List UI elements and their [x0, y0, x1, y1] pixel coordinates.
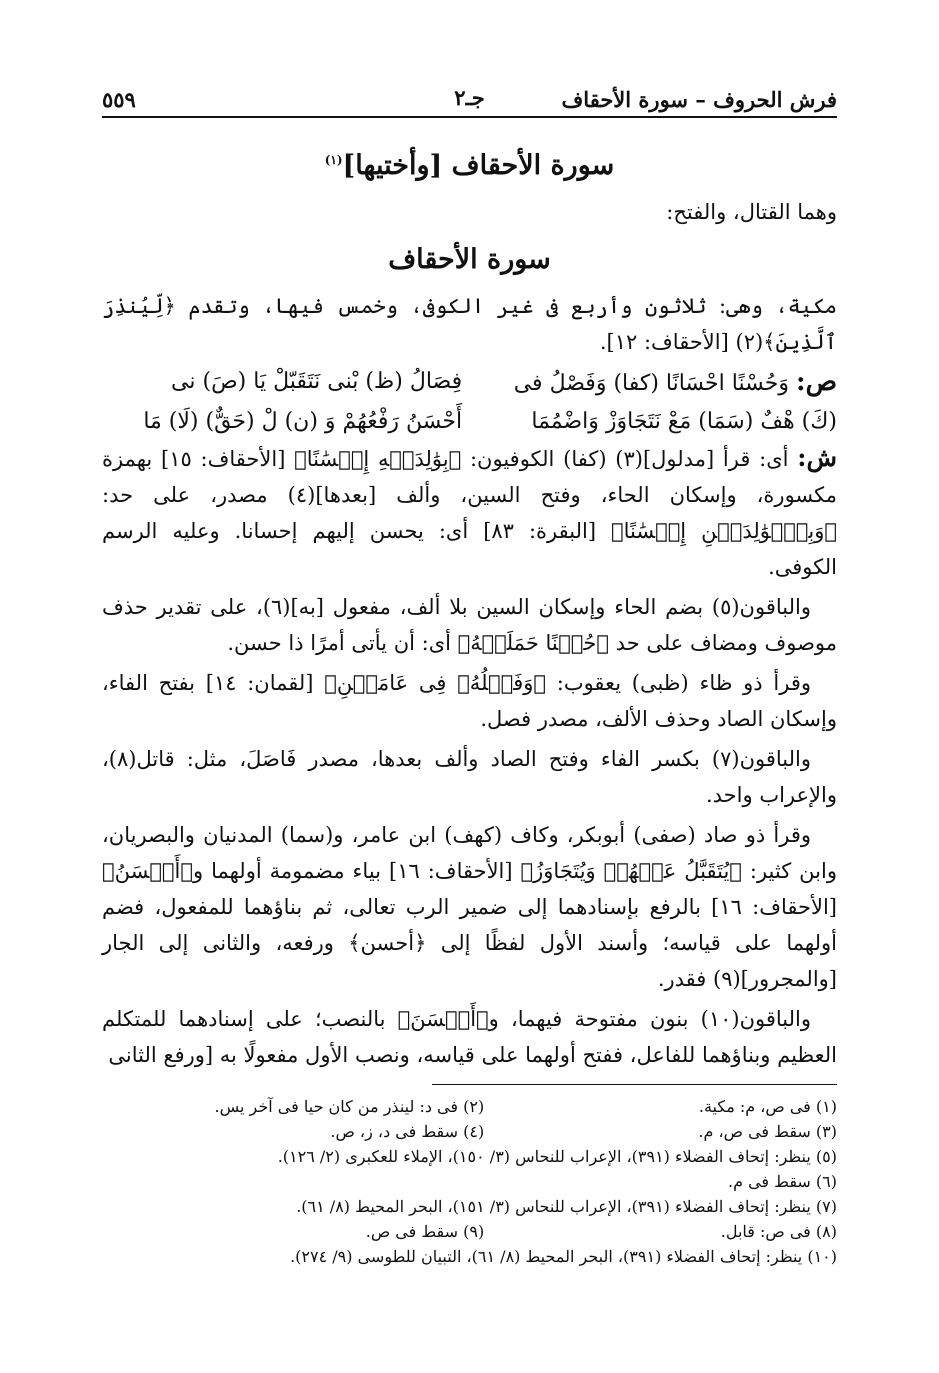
footnote-1: (١) فى ص، م: مكية. — [698, 1097, 837, 1116]
paragraph-surah-info: مكية، وهى: ثلاثون وأربع فى غير الكوفى، وخمس فيها، وتقدم ﴿لِّيُنذِرَ ٱلَّذِينَ﴾(٢) [الأحقاف: ١٢]. — [102, 294, 837, 354]
commentary-paragraph-5: وقرأ ذو صاد (صفى) أبوبكر، وكاف (كهف) ابن عامر، و(سما) المدنيان والبصريان، وابن كثير: ﴿يُتَقَبَّلُ عَنۡهُمۡ وَيُتَجَاوَزُ﴾ [الأحقاف: ١٦] بياء مضمومة أولهما و﴿أَحۡسَنُ﴾ [الأحقاف: ١٦] بالرفع بإسنادهما إلى ضمير الرب تعالى، ثم بناؤهما للمفعول، فضم أولهما على قياسه؛ وأسند الأول لفظًا إلى ﴿أحسن﴾ ورفعه، والثانى إلى الجار [والمجرور](٩) فقدر. — [102, 823, 837, 991]
footnote-6: (٦) سقط فى م. — [727, 1172, 837, 1191]
verse-2-first-hemistich: (كَ) هْفٌ (سَمَا) مَعْ نَتَجَاوَزْ وَاضْمُمَا — [531, 409, 837, 434]
footnote-10: (١٠) ينظر: إتحاف الفضلاء (٣٩١)، البحر المحيط (٨/ ٦١)، التبيان للطوسى (٩/ ٢٧٤). — [290, 1247, 837, 1266]
surah-title: سورة الأحقاف — [388, 244, 551, 275]
commentary-paragraph-3: وقرأ ذو ظاء (ظبى) يعقوب: ﴿وَفَصۡلُهُۥ فِى عَامَيۡنِ﴾ [لقمان: ١٤] بفتح الفاء، وإسكان الصاد وحذف الألف، مصدر فصل. — [102, 671, 837, 731]
running-header — [102, 72, 837, 118]
footnotes — [102, 1094, 837, 1269]
footnote-8: (٨) فى ص: قابل. — [720, 1222, 837, 1241]
shin-marker: ش: — [797, 443, 837, 472]
commentary-paragraph-1: ش: أى: قرأ [مدلول](٣) (كفا) الكوفيون: ﴿بِوَٰلِدَيۡهِ إِحۡسَٰنًا﴾ [الأحقاف: ١٥] بهمزة مكسورة، وإسكان الحاء، وفتح السين، وألف [بعدها](٤) مصدر، على حد: ﴿وَبِٱلۡوَٰلِدَيۡنِ إِحۡسَٰنًا﴾ [البقرة: ٨٣] أى: يحسن إليهم إحسانا. وعليه الرسم الكوفى. — [102, 443, 838, 579]
verse-2-second-hemistich: أَحْسَنُ رَفْعُهُمْ وَ (ن) لْ (حَقٌّ) (لَا) مَا — [143, 409, 463, 434]
verse-1-second-hemistich: فِصَالُ (ظ) بْنى نَتَقَبّلْ يَا (صَ) نى — [171, 369, 463, 394]
commentary-paragraph-6: والباقون(١٠) بنون مفتوحة فيهما، و﴿أَحۡسَنَ﴾ بالنصب؛ على إسنادهما للمتكلم العظيم وبناؤهما للفاعل، ففتح أولهما على قياسه، ونصب الأول مفعولًا به [ورفع الثانى — [102, 1007, 837, 1067]
footnote-4: (٤) سقط فى د، ز، ص. — [330, 1122, 485, 1141]
poem-verse-2 — [102, 404, 837, 440]
commentary-paragraph-4: والباقون(٧) بكسر الفاء وفتح الصاد وألف بعدها، مصدر فَاصَلَ، مثل: قاتل(٨)، والإعراب واحد. — [102, 747, 837, 807]
page-number: ٥٥٩ — [102, 87, 136, 112]
footnote-9: (٩) سقط فى ص. — [365, 1222, 485, 1241]
poem-verse-1 — [102, 364, 837, 402]
intro-line: وهما القتال، والفتح: — [666, 200, 837, 224]
footnote-5: (٥) ينظر: إتحاف الفضلاء (٣٩١)، الإعراب للنحاس (٣/ ١٥٠)، الإملاء للعكبرى (٢/ ١٢٦). — [277, 1147, 837, 1166]
footnote-3: (٣) سقط فى ص، م. — [698, 1122, 837, 1141]
verse-1-first-hemistich: ص: وَحُسْنًا احْسَانًا (كفا) وَفَصْلُ فى — [513, 367, 837, 397]
footnote-7: (٧) ينظر: إتحاف الفضلاء (٣٩١)، الإعراب للنحاس (٣/ ١٥١)، البحر المحيط (٨/ ٦١). — [296, 1197, 837, 1216]
page-body — [102, 130, 837, 1077]
commentary-paragraph-2: والباقون(٥) بضم الحاء وإسكان السين بلا ألف، مفعول [به](٦)، على تقدير حذف موصوف ومضاف على حد ﴿حُسۡنًا حَمَلَتۡهُ﴾ أى: أن يأتى أمرًا ذا حسن. — [102, 595, 837, 655]
footnote-2: (٢) فى د: لينذر من كان حيا فى آخر يس. — [214, 1097, 485, 1116]
surah-group-title: سورة الأحقاف [وأختيها]$^{(١)}$ — [324, 150, 615, 181]
footnote-separator — [432, 1084, 837, 1085]
running-title: فرش الحروف – سورة الأحقاف — [561, 87, 837, 112]
footnote-ref: (١) — [324, 153, 343, 167]
sad-marker: ص: — [795, 367, 837, 397]
volume-label: جـ٢ — [454, 85, 485, 110]
